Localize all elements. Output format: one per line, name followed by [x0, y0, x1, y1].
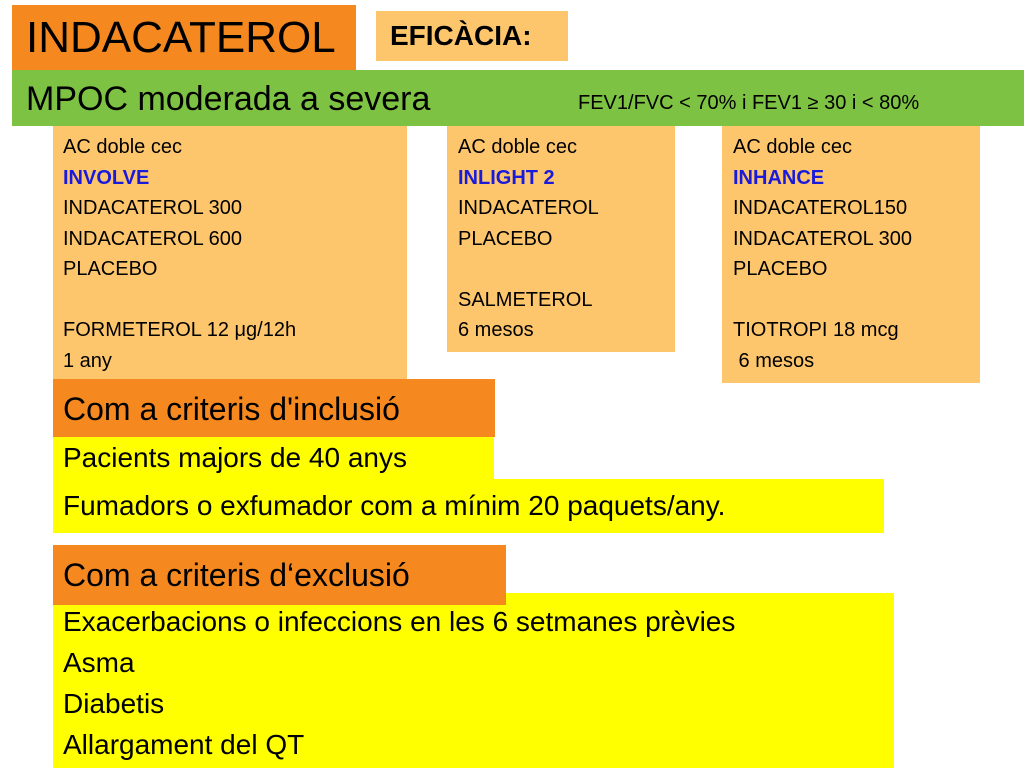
study-arm: INDACATEROL 600: [63, 227, 242, 250]
study-duration: 6 mesos: [458, 319, 534, 341]
inclusion-item-box: [53, 479, 884, 533]
inclusion-item-age: Pacients majors de 40 anys: [63, 442, 407, 473]
trial-name: INHANCE: [733, 166, 825, 189]
title-box: [12, 5, 356, 71]
study-spacer: [733, 285, 980, 316]
exclusion-item: Diabetis: [63, 688, 165, 719]
exclusion-heading: Com a criteris d‘exclusió: [63, 557, 410, 593]
study-spacer: [63, 285, 407, 316]
trial-name: INLIGHT 2: [458, 166, 555, 189]
slide-title: INDACATEROL: [26, 13, 336, 62]
study-comparator: TIOTROPI 18 mcg: [733, 319, 899, 341]
inclusion-heading-box: [53, 379, 495, 437]
condition-band: [12, 70, 1024, 126]
exclusion-list: [53, 593, 894, 768]
study-arm: INDACATEROL150: [733, 197, 908, 219]
inclusion-item-smoking: Fumadors o exfumador com a mínim 20 paquets/any.: [63, 490, 726, 521]
exclusion-item: Allargament del QT: [63, 729, 305, 760]
study-design: AC doble cec: [63, 136, 182, 158]
study-arm: INDACATEROL: [458, 197, 599, 219]
study-comparator: FORMETEROL 12 μg/12h: [63, 319, 297, 341]
exclusion-heading-box: [53, 545, 506, 605]
exclusion-item: Asma: [63, 647, 135, 678]
inclusion-item-box: [53, 437, 494, 479]
study-card-inhance: [722, 126, 980, 383]
study-arm: INDACATEROL 300: [63, 197, 242, 219]
study-arm: INDACATEROL 300: [733, 227, 912, 250]
study-design: AC doble cec: [458, 136, 577, 158]
efficacy-label-box: [376, 11, 568, 61]
spirometry-criteria: FEV1/FVC < 70% i FEV1 ≥ 30 i < 80%: [578, 92, 920, 114]
condition-title: MPOC moderada a severa: [26, 80, 431, 118]
study-comparator: SALMETEROL: [458, 288, 593, 311]
study-card-involve: [53, 126, 407, 382]
study-duration: 6 mesos: [733, 349, 815, 372]
efficacy-label: EFICÀCIA:: [390, 20, 532, 51]
study-design: AC doble cec: [733, 136, 852, 158]
study-arm: PLACEBO: [733, 258, 828, 280]
study-duration: 1 any: [63, 349, 112, 372]
study-card-inlight-2: [447, 126, 675, 352]
inclusion-heading: Com a criteris d'inclusió: [63, 391, 400, 427]
study-arm: PLACEBO: [458, 227, 553, 250]
trial-name: INVOLVE: [63, 166, 150, 189]
exclusion-item: Exacerbacions o infeccions en les 6 setmanes prèvies: [63, 606, 736, 637]
study-spacer: [458, 254, 675, 285]
study-arm: PLACEBO: [63, 258, 158, 280]
